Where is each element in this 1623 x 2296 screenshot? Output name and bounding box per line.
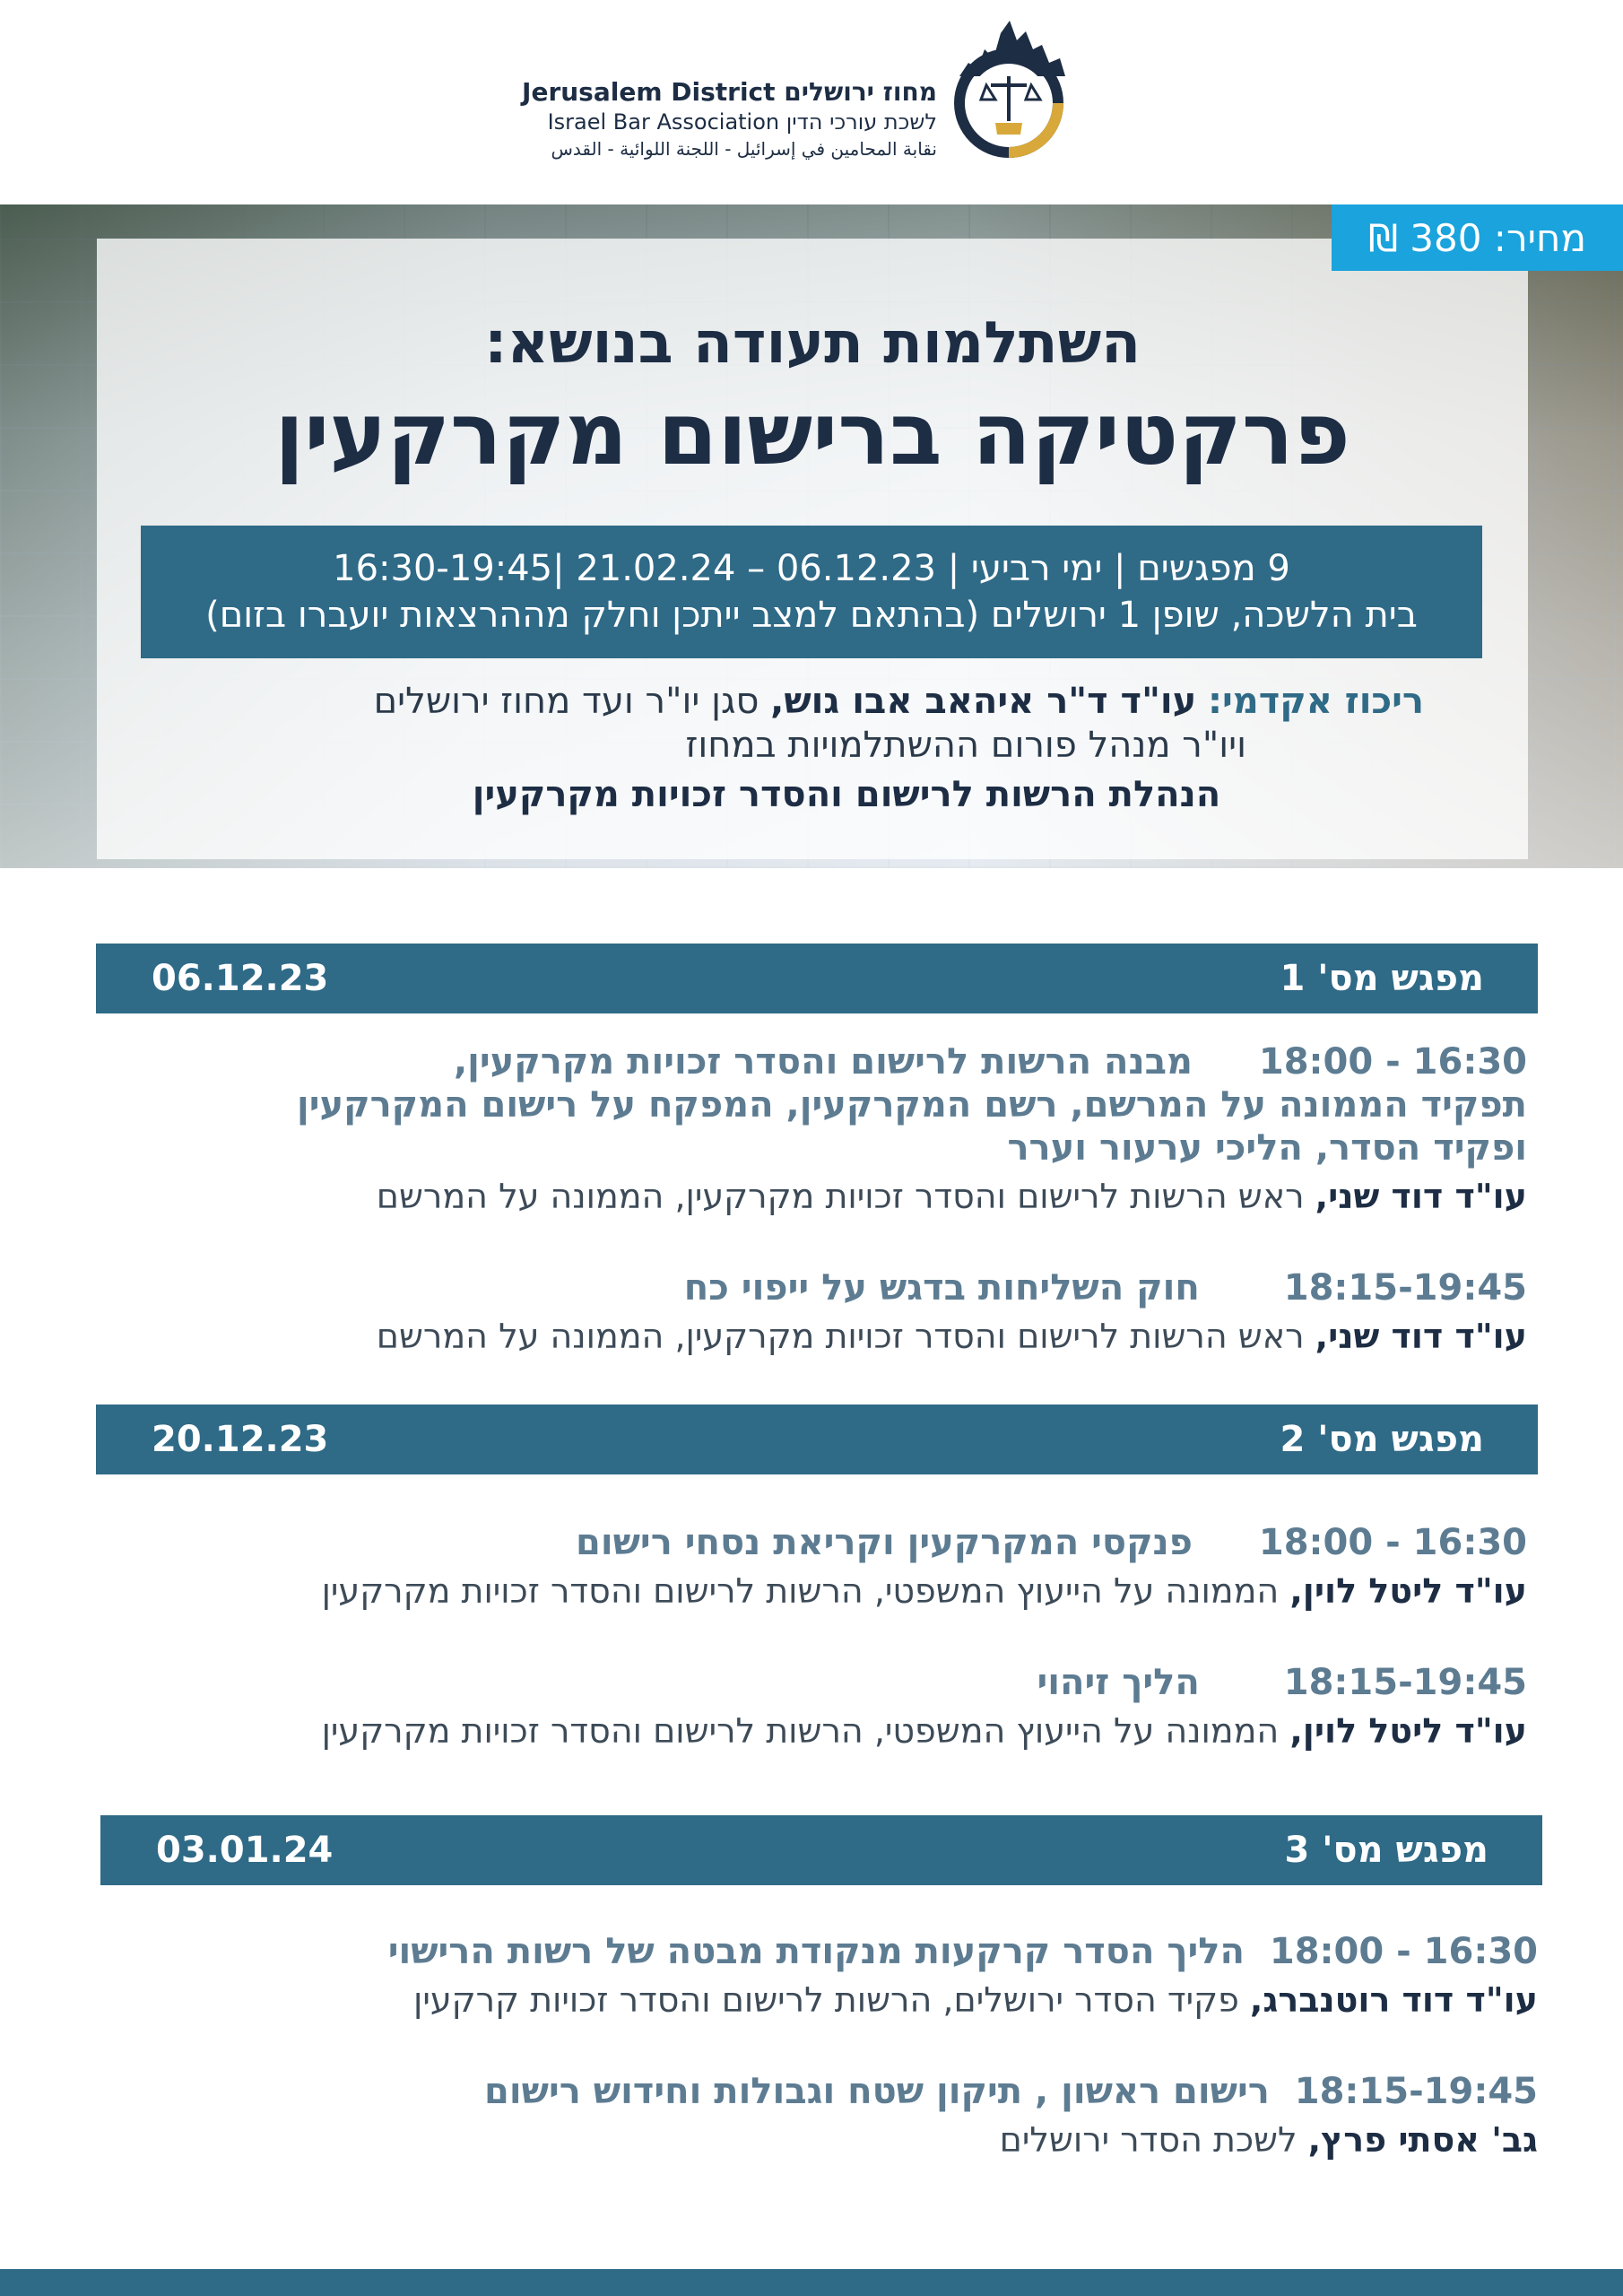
lecture-topic-line: ופקיד הסדר, הליכי ערעור וערר — [1007, 1127, 1527, 1169]
price-badge: מחיר: 380 ₪ — [1332, 204, 1623, 271]
logo-he-district: מחוז ירושלים — [784, 77, 937, 107]
logo-text — [522, 76, 937, 162]
academic-name: עו"ד ד"ר איהאב אבו גוש, — [770, 681, 1197, 722]
academic-role2: ויו"ר מנהל פורום ההשתלמויות במחוז — [685, 725, 1246, 766]
speaker-name: עו"ד דוד שני, — [1315, 1317, 1527, 1356]
footer-bar — [0, 2269, 1623, 2296]
session-date: 06.12.23 — [152, 958, 329, 999]
speaker-role: הממונה על הייעוץ המשפטי, הרשות לרישום והסדר זכויות מקרקעין — [321, 1711, 1280, 1751]
lecture-speaker — [182, 1570, 1527, 1613]
lecture-topic: חוק השליחות בדגש על ייפוי כח — [683, 1267, 1200, 1309]
lecture-time: 18:15-19:45 — [1283, 1662, 1527, 1703]
hero-banner — [0, 204, 1623, 868]
session-title: מפגש מס' 2 — [1280, 1419, 1484, 1460]
academic-role1: סגן יו"ר ועד מחוז ירושלים — [373, 681, 759, 722]
lecture-time: 18:15-19:45 — [1294, 2071, 1538, 2112]
course-info-box — [141, 526, 1482, 658]
lecture-heading — [182, 1266, 1527, 1309]
lecture-topic: מבנה הרשות לרישום והסדר זכויות מקרקעין, — [453, 1041, 1193, 1083]
speaker-role: לשכת הסדר ירושלים — [999, 2120, 1298, 2160]
logo-en-district: Jerusalem District — [522, 77, 776, 107]
session-date: 20.12.23 — [152, 1419, 329, 1460]
speaker-role: ראש הרשות לרישום והסדר זכויות מקרקעין, הממונה על המרשם — [376, 1317, 1305, 1356]
lecture-heading — [139, 2070, 1538, 2113]
session-bar — [96, 1405, 1538, 1474]
lecture-topic: הליך זיהוי — [1037, 1662, 1200, 1703]
logo-he-association: לשכת עורכי הדין — [785, 109, 937, 135]
speaker-role: פקיד הסדר ירושלים, הרשות לרישום והסדר זכויות קרקעין — [412, 1980, 1239, 2020]
speaker-role: ראש הרשות לרישום והסדר זכויות מקרקעין, הממונה על המרשם — [376, 1177, 1305, 1216]
lecture-speaker — [139, 1979, 1538, 2022]
session-date: 03.01.24 — [156, 1830, 334, 1871]
lecture-time: 16:30 - 18:00 — [1269, 1931, 1538, 1972]
lecture-topic: הליך הסדר קרקעות מנקודת מבטה של רשות הרישוי — [387, 1931, 1245, 1972]
lecture-topic-line: תפקיד הממונה על המרשם, רשם המקרקעין, המפקח על רישום המקרקעין — [296, 1084, 1527, 1126]
lecture-speaker — [182, 1315, 1527, 1358]
speaker-name: עו"ד ליטל לוין, — [1289, 1571, 1527, 1611]
lecture-heading — [182, 1040, 1527, 1083]
speaker-name: עו"ד דוד רוטנברג, — [1249, 1980, 1538, 2020]
speaker-name: עו"ד ליטל לוין, — [1289, 1711, 1527, 1751]
lecture-topic: פנקסי המקרקעין וקריאת נסחי רישום — [576, 1522, 1193, 1563]
session-title: מפגש מס' 1 — [1280, 958, 1484, 999]
lecture-heading — [182, 1521, 1527, 1564]
logo — [522, 13, 1076, 170]
course-schedule: 9 מפגשים | ימי רביעי | 06.12.23 – 21.02.24 |16:30-19:45 — [333, 548, 1290, 589]
session-bar — [96, 944, 1538, 1013]
lecture-speaker — [182, 1709, 1527, 1752]
lecture-heading — [182, 1661, 1527, 1704]
speaker-role: הממונה על הייעוץ המשפטי, הרשות לרישום והסדר זכויות מקרקעין — [321, 1571, 1280, 1611]
lecture-time: 18:15-19:45 — [1283, 1267, 1527, 1309]
lecture-topic: רישום ראשון , תיקון שטח וגבולות וחידוש רישום — [484, 2071, 1270, 2112]
academic-coordinator — [97, 678, 1424, 725]
academic-label: ריכוז אקדמי: — [1208, 681, 1424, 722]
session-bar — [100, 1815, 1542, 1885]
course-title: פרקטיקה ברישום מקרקעין — [274, 384, 1350, 484]
speaker-name: עו"ד דוד שני, — [1315, 1177, 1527, 1216]
logo-ar-line: نقابة المحامين في إسرائيل - اللجنة اللوائية - القدس — [551, 138, 937, 160]
lecture-speaker — [139, 2118, 1538, 2161]
academic-org: הנהלת הרשות לרישום והסדר זכויות מקרקעין — [472, 774, 1221, 815]
course-location: בית הלשכה, שופן 1 ירושלים (בהתאם למצב ייתכן וחלק מההרצאות יועברו בזום) — [205, 595, 1418, 636]
logo-en-association: Israel Bar Association — [547, 109, 780, 135]
lecture-speaker — [182, 1175, 1527, 1218]
bar-association-emblem-icon — [942, 13, 1076, 166]
lecture-time: 16:30 - 18:00 — [1258, 1522, 1527, 1563]
session-title: מפגש מס' 3 — [1284, 1830, 1488, 1871]
lecture-time: 16:30 - 18:00 — [1258, 1041, 1527, 1083]
course-subtitle: השתלמות תעודה בנושא: — [483, 310, 1141, 377]
speaker-name: גב' אסתי פרץ, — [1307, 2120, 1538, 2160]
lecture-heading — [139, 1930, 1538, 1973]
